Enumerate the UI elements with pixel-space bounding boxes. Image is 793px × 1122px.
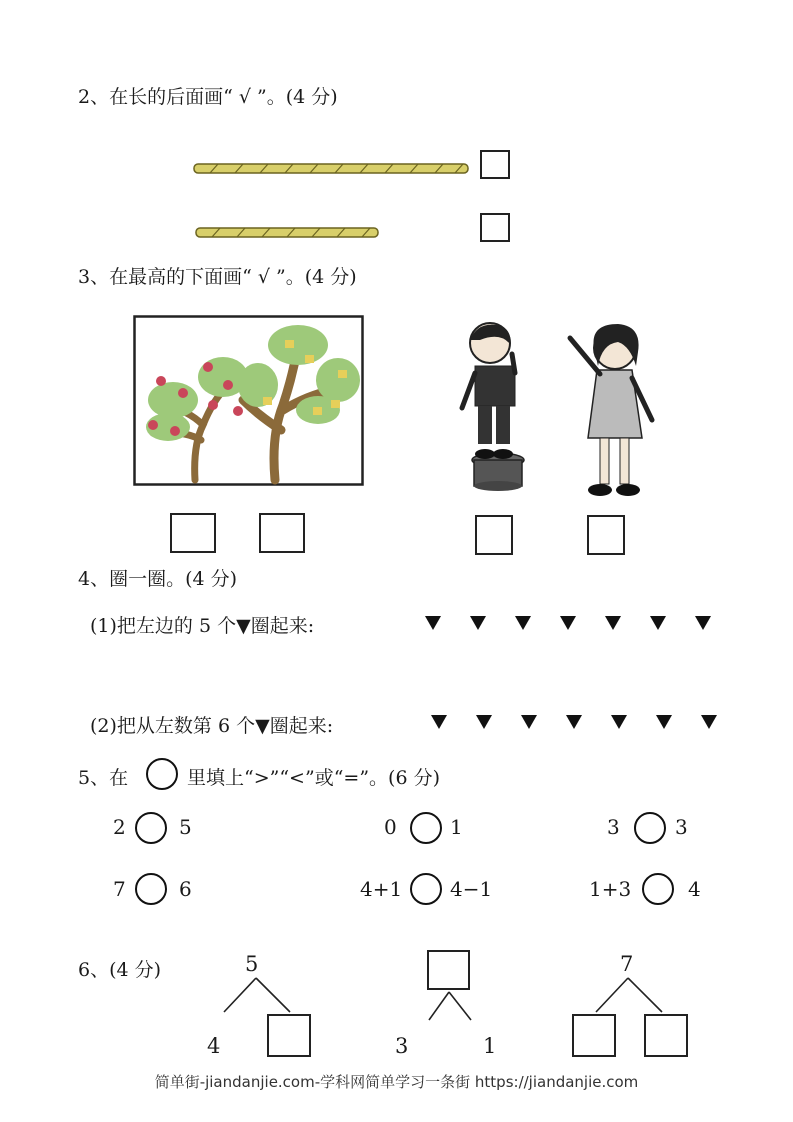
q2-title: 2、在长的后面画“ √ ”。(4 分): [78, 86, 338, 108]
triangle-icon[interactable]: [521, 715, 537, 729]
triangle-icon[interactable]: [431, 715, 447, 729]
q3-title: 3、在最高的下面画“ √ ”。(4 分): [78, 266, 357, 288]
q4-part1-text: (1)把左边的 5 个▼圈起来:: [90, 615, 315, 637]
long-rope: [194, 164, 468, 173]
triangle-icon[interactable]: [476, 715, 492, 729]
triangle-icon[interactable]: [695, 616, 711, 630]
tree3-branches: [590, 976, 670, 1016]
triangle-icon[interactable]: [470, 616, 486, 630]
footer-watermark: 简单街-jiandanjie.com-学科网简单学习一条街 https://jiandanjie.com: [154, 1073, 639, 1091]
tree1-branches: [220, 976, 300, 1016]
compare-circle-2[interactable]: [410, 812, 442, 844]
cmp-left: 3: [607, 815, 620, 839]
cmp-right: 5: [179, 815, 192, 839]
girl-pointing: [570, 324, 652, 496]
cmp-right: 4: [688, 877, 701, 901]
compare-circle-1[interactable]: [135, 812, 167, 844]
q4-part1-triangles: [425, 616, 711, 630]
children-illustration: [440, 318, 665, 508]
compare-circle-5[interactable]: [410, 873, 442, 905]
q4-title: 4、圈一圈。(4 分): [78, 568, 238, 590]
compare-circle-4[interactable]: [135, 873, 167, 905]
cmp-left: 4+1: [360, 877, 403, 901]
tree2-right-number: 1: [483, 1034, 497, 1058]
tree1-top-number: 5: [245, 952, 259, 976]
cmp-left: 1+3: [589, 877, 632, 901]
triangle-icon[interactable]: [515, 616, 531, 630]
q4-part2-triangles: [431, 715, 717, 729]
cmp-right: 3: [675, 815, 688, 839]
tree1-right-box[interactable]: [267, 1014, 311, 1057]
q5-title-suffix: 里填上“>”“<”或“=”。(6 分): [187, 767, 440, 789]
tree2-left-number: 3: [395, 1034, 409, 1058]
triangle-icon[interactable]: [650, 616, 666, 630]
answer-box-short-rope[interactable]: [480, 213, 510, 242]
tree3-top-number: 7: [620, 952, 634, 976]
triangle-icon[interactable]: [425, 616, 441, 630]
tree2-top-box[interactable]: [427, 950, 470, 990]
cmp-right: 4−1: [450, 877, 493, 901]
compare-circle-3[interactable]: [634, 812, 666, 844]
short-rope: [196, 228, 378, 237]
boy-on-stool: [462, 323, 524, 491]
answer-box-tall-tree[interactable]: [259, 513, 305, 553]
q5-title-prefix: 5、在: [78, 767, 129, 789]
triangle-icon[interactable]: [605, 616, 621, 630]
compare-circle-6[interactable]: [642, 873, 674, 905]
ropes-illustration: [190, 158, 475, 248]
circle-icon: [146, 758, 178, 790]
triangle-icon[interactable]: [701, 715, 717, 729]
cmp-left: 0: [384, 815, 397, 839]
answer-box-boy[interactable]: [475, 515, 513, 555]
answer-box-long-rope[interactable]: [480, 150, 510, 179]
cmp-right: 6: [179, 877, 192, 901]
tree3-right-box[interactable]: [644, 1014, 688, 1057]
tree2-branches: [425, 990, 475, 1024]
triangle-icon[interactable]: [611, 715, 627, 729]
triangle-icon[interactable]: [566, 715, 582, 729]
cmp-left: 2: [113, 815, 126, 839]
answer-box-short-tree[interactable]: [170, 513, 216, 553]
triangle-icon[interactable]: [560, 616, 576, 630]
tree3-left-box[interactable]: [572, 1014, 616, 1057]
cmp-left: 7: [113, 877, 126, 901]
q6-title: 6、(4 分): [78, 959, 162, 981]
q4-part2-text: (2)把从左数第 6 个▼圈起来:: [90, 715, 334, 737]
answer-box-girl[interactable]: [587, 515, 625, 555]
triangle-icon[interactable]: [656, 715, 672, 729]
trees-illustration: [133, 315, 365, 487]
tree1-left-number: 4: [207, 1034, 221, 1058]
cmp-right: 1: [450, 815, 463, 839]
